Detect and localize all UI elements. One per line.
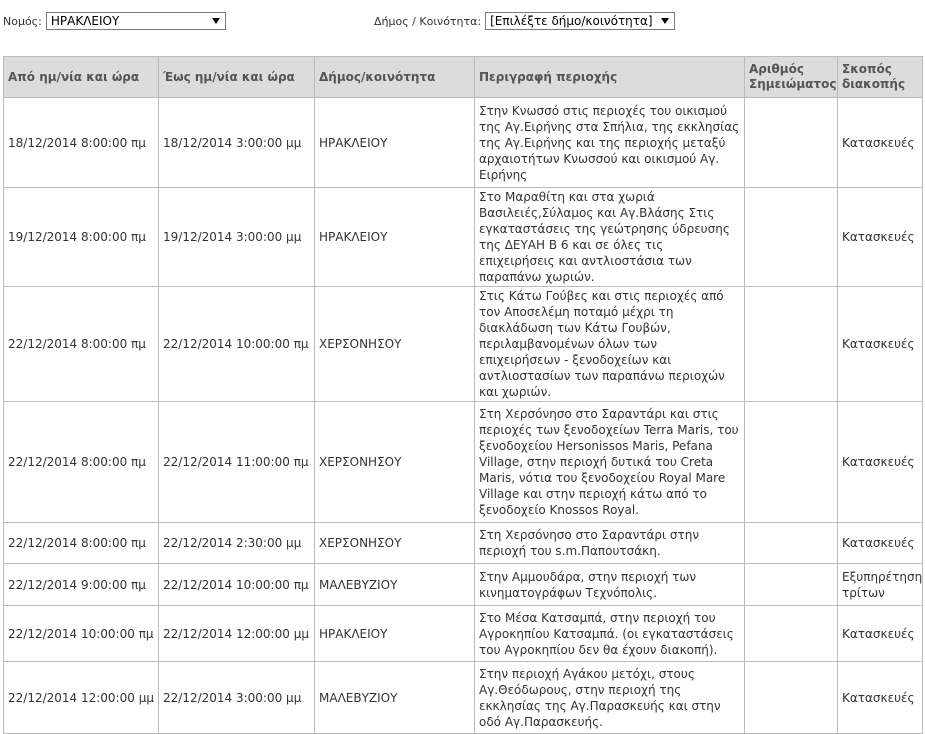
- cell-note-number: [745, 98, 838, 188]
- cell-municipality: ΜΑΛΕΒΥΖΙΟΥ: [315, 662, 475, 734]
- cell-from: 22/12/2014 8:00:00 πμ: [4, 402, 159, 523]
- cell-municipality: ΧΕΡΣΟΝΗΣΟΥ: [315, 287, 475, 402]
- cell-to: 22/12/2014 3:00:00 μμ: [159, 662, 315, 734]
- cell-note-number: [745, 287, 838, 402]
- table-header-row: [4, 57, 923, 98]
- power-cuts-table: [3, 56, 923, 734]
- cell-description: Στην Αμμουδάρα, στην περιοχή των κινηματογράφων Τεχνόπολις.: [475, 564, 745, 606]
- cell-purpose: Εξυπηρέτηση τρίτων: [838, 564, 923, 606]
- cell-purpose: Κατασκευές: [838, 662, 923, 734]
- cell-from: 22/12/2014 8:00:00 πμ: [4, 287, 159, 402]
- header-note-number: Αριθμός Σημειώματος: [745, 57, 838, 98]
- table-row: [4, 287, 923, 402]
- cell-from: 22/12/2014 12:00:00 μμ: [4, 662, 159, 734]
- cell-to: 19/12/2014 3:00:00 μμ: [159, 188, 315, 287]
- table-row: [4, 523, 923, 564]
- cell-note-number: [745, 523, 838, 564]
- cell-municipality: ΧΕΡΣΟΝΗΣΟΥ: [315, 523, 475, 564]
- prefecture-select[interactable]: [46, 12, 226, 30]
- table-row: [4, 606, 923, 662]
- cell-note-number: [745, 606, 838, 662]
- cell-from: 22/12/2014 8:00:00 πμ: [4, 523, 159, 564]
- prefecture-selected-value: ΗΡΑΚΛΕΙΟΥ: [50, 14, 120, 28]
- header-description: Περιγραφή περιοχής: [475, 57, 745, 98]
- cell-municipality: ΗΡΑΚΛΕΙΟΥ: [315, 606, 475, 662]
- cell-note-number: [745, 402, 838, 523]
- cell-from: 18/12/2014 8:00:00 πμ: [4, 98, 159, 188]
- header-municipality: Δήμος/κοινότητα: [315, 57, 475, 98]
- table-row: [4, 402, 923, 523]
- table-row: [4, 188, 923, 287]
- cell-description: Στη Χερσόνησο στο Σαραντάρι και στις περιοχές των ξενοδοχείων Terra Maris, του ξενοδοχείου Hersonissos Maris, Pefana Village, στην περιοχή δυτικά του Creta Maris, νότια του ξενοδοχείου Royal Mare Village και στην περιοχή κάτω από το ξενοδοχείο Knossos Royal.: [475, 402, 745, 523]
- cell-purpose: Κατασκευές: [838, 188, 923, 287]
- cell-description: Στην περιοχή Αγάκου μετόχι, στους Αγ.Θεόδωρους, στην περιοχή της εκκλησίας της Αγ.Παρασκευής και στην οδό Αγ.Παρασκευής.: [475, 662, 745, 734]
- table-row: [4, 98, 923, 188]
- municipality-label: Δήμος / Κοινότητα:: [374, 14, 482, 28]
- cell-purpose: Κατασκευές: [838, 523, 923, 564]
- cell-municipality: ΧΕΡΣΟΝΗΣΟΥ: [315, 402, 475, 523]
- cell-note-number: [745, 662, 838, 734]
- filter-bar: [0, 12, 925, 34]
- cell-note-number: [745, 188, 838, 287]
- cell-description: Στη Χερσόνησο στο Σαραντάρι στην περιοχή του s.m.Παπουτσάκη.: [475, 523, 745, 564]
- cell-note-number: [745, 564, 838, 606]
- cell-description: Στις Κάτω Γούβες και στις περιοχές από τον Αποσελέμη ποταμό μέχρι τη διακλάδωση των Κάτω Γουβών, περιλαμβανομένων όλων των επιχειρήσεων - ξενοδοχείων και αντλιοστασίων των παραπάνω περιοχών και χωριών.: [475, 287, 745, 402]
- cell-description: Στο Μαραθίτη και στα χωριά Βασιλειές,Σύλαμος και Αγ.Βλάσης Στις εγκαταστάσεις της γεώτρησης ύδρευσης της ΔΕΥΑΗ Β 6 και σε όλες τις επιχειρήσεις και αντλιοστάσια των παραπάνω χωριών.: [475, 188, 745, 287]
- table-row: [4, 564, 923, 606]
- cell-from: 22/12/2014 9:00:00 πμ: [4, 564, 159, 606]
- municipality-selected-value: [Επιλέξτε δήμο/κοινότητα]: [490, 14, 653, 28]
- header-purpose: Σκοπός διακοπής: [838, 57, 923, 98]
- cell-to: 22/12/2014 2:30:00 μμ: [159, 523, 315, 564]
- header-from: Από ημ/νία και ώρα: [4, 57, 159, 98]
- cell-description: Στην Κνωσσό στις περιοχές του οικισμού της Αγ.Ειρήνης στα Σπήλια, της εκκλησίας της Αγ.Ειρήνης και της περιοχής μεταξύ αρχαιοτήτων Κνωσσού και οικισμού Αγ. Ειρήνης: [475, 98, 745, 188]
- prefecture-filter: [3, 12, 226, 30]
- cell-municipality: ΗΡΑΚΛΕΙΟΥ: [315, 98, 475, 188]
- header-to: Έως ημ/νία και ώρα: [159, 57, 315, 98]
- cell-description: Στο Μέσα Κατσαμπά, στην περιοχή του Αγροκηπίου Κατσαμπά. (οι εγκαταστάσεις του Αγροκηπίου δεν θα έχουν διακοπή).: [475, 606, 745, 662]
- dropdown-arrow-icon: [212, 18, 220, 24]
- cell-purpose: Κατασκευές: [838, 606, 923, 662]
- cell-to: 22/12/2014 10:00:00 πμ: [159, 287, 315, 402]
- cell-to: 22/12/2014 12:00:00 μμ: [159, 606, 315, 662]
- cell-to: 18/12/2014 3:00:00 μμ: [159, 98, 315, 188]
- table-row: [4, 662, 923, 734]
- cell-purpose: Κατασκευές: [838, 98, 923, 188]
- prefecture-label: Νομός:: [3, 14, 42, 28]
- cell-to: 22/12/2014 10:00:00 πμ: [159, 564, 315, 606]
- cell-municipality: ΜΑΛΕΒΥΖΙΟΥ: [315, 564, 475, 606]
- municipality-filter: [374, 12, 675, 30]
- cell-purpose: Κατασκευές: [838, 402, 923, 523]
- cell-purpose: Κατασκευές: [838, 287, 923, 402]
- cell-from: 19/12/2014 8:00:00 πμ: [4, 188, 159, 287]
- cell-municipality: ΗΡΑΚΛΕΙΟΥ: [315, 188, 475, 287]
- cell-to: 22/12/2014 11:00:00 πμ: [159, 402, 315, 523]
- dropdown-arrow-icon: [661, 18, 669, 24]
- cell-from: 22/12/2014 10:00:00 πμ: [4, 606, 159, 662]
- municipality-select[interactable]: [485, 12, 675, 30]
